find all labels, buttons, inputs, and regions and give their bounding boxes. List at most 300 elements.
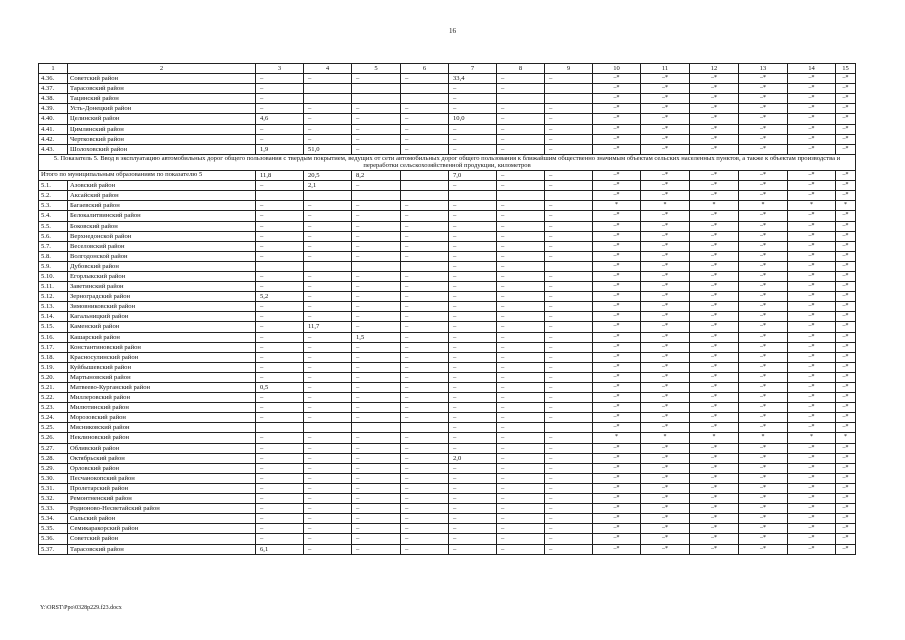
data-table <box>38 63 856 555</box>
row-number: 4.43. <box>39 144 68 154</box>
row-number: 5.15. <box>39 322 68 332</box>
mark-cell: –* <box>788 221 836 231</box>
value-cell: – <box>545 302 593 312</box>
mark-cell: –* <box>641 413 690 423</box>
mark-cell: –* <box>739 372 788 382</box>
mark-cell: –* <box>788 473 836 483</box>
district-name: Волгодонской район <box>68 251 256 261</box>
value-cell: – <box>304 443 352 453</box>
mark-cell: –* <box>641 312 690 322</box>
district-name: Советский район <box>68 534 256 544</box>
mark-cell: –* <box>739 231 788 241</box>
table-row <box>39 453 856 463</box>
mark-cell: –* <box>788 282 836 292</box>
mark-cell: * <box>739 201 788 211</box>
value-cell: – <box>256 271 304 281</box>
mark-cell: –* <box>788 413 836 423</box>
district-name: Орловский район <box>68 463 256 473</box>
row-number: 5.25. <box>39 423 68 433</box>
mark-cell: –* <box>593 114 641 124</box>
mark-cell: –* <box>836 342 856 352</box>
row-number: 5.9. <box>39 261 68 271</box>
mark-cell: –* <box>641 544 690 554</box>
mark-cell: –* <box>788 231 836 241</box>
row-number: 5.31. <box>39 483 68 493</box>
mark-cell: –* <box>690 524 739 534</box>
mark-cell: –* <box>836 181 856 191</box>
value-cell: – <box>449 251 497 261</box>
value-cell <box>497 191 545 201</box>
value-cell: – <box>545 362 593 372</box>
mark-cell: –* <box>739 292 788 302</box>
mark-cell: –* <box>836 94 856 104</box>
value-cell: – <box>352 433 401 443</box>
value-cell: – <box>497 494 545 504</box>
value-cell: – <box>352 383 401 393</box>
value-cell: – <box>304 494 352 504</box>
mark-cell: –* <box>788 94 836 104</box>
mark-cell: –* <box>788 443 836 453</box>
value-cell: – <box>256 322 304 332</box>
mark-cell: * <box>641 433 690 443</box>
table-row <box>39 171 856 181</box>
value-cell: – <box>304 453 352 463</box>
mark-cell: –* <box>788 271 836 281</box>
mark-cell: –* <box>739 271 788 281</box>
value-cell: – <box>497 251 545 261</box>
mark-cell: –* <box>641 393 690 403</box>
value-cell: 11,7 <box>304 322 352 332</box>
mark-cell: –* <box>788 504 836 514</box>
column-header: 1 <box>39 64 68 74</box>
mark-cell: –* <box>836 312 856 322</box>
mark-cell: –* <box>836 282 856 292</box>
value-cell: – <box>545 231 593 241</box>
row-number: 5.33. <box>39 504 68 514</box>
mark-cell: –* <box>690 423 739 433</box>
mark-cell: –* <box>739 211 788 221</box>
mark-cell: –* <box>641 383 690 393</box>
value-cell: 33,4 <box>449 74 497 84</box>
value-cell: – <box>497 332 545 342</box>
value-cell: – <box>401 504 449 514</box>
mark-cell: –* <box>788 544 836 554</box>
mark-cell: –* <box>593 241 641 251</box>
table-row <box>39 352 856 362</box>
value-cell: – <box>545 544 593 554</box>
table-row <box>39 181 856 191</box>
mark-cell: –* <box>739 423 788 433</box>
value-cell <box>545 84 593 94</box>
table-row <box>39 473 856 483</box>
mark-cell: –* <box>641 251 690 261</box>
column-header: 12 <box>690 64 739 74</box>
table-row <box>39 322 856 332</box>
district-name: Чертковский район <box>68 134 256 144</box>
mark-cell: –* <box>641 231 690 241</box>
value-cell: – <box>401 534 449 544</box>
mark-cell: –* <box>690 473 739 483</box>
mark-cell: –* <box>836 443 856 453</box>
value-cell: – <box>256 453 304 463</box>
value-cell: – <box>497 322 545 332</box>
mark-cell: –* <box>739 84 788 94</box>
value-cell <box>545 261 593 271</box>
mark-cell: –* <box>593 134 641 144</box>
mark-cell: –* <box>641 114 690 124</box>
total-label: Итого по муниципальным образованиям по показателю 5 <box>39 171 256 181</box>
value-cell: – <box>449 504 497 514</box>
column-header: 9 <box>545 64 593 74</box>
table-row <box>39 504 856 514</box>
table-row <box>39 332 856 342</box>
value-cell: – <box>449 104 497 114</box>
value-cell: – <box>352 144 401 154</box>
value-cell: – <box>497 393 545 403</box>
district-name: Заветинский район <box>68 282 256 292</box>
row-number: 4.40. <box>39 114 68 124</box>
value-cell: – <box>545 124 593 134</box>
value-cell: – <box>449 134 497 144</box>
district-name: Морозовский район <box>68 413 256 423</box>
mark-cell: –* <box>739 241 788 251</box>
value-cell: – <box>497 372 545 382</box>
mark-cell: –* <box>593 261 641 271</box>
row-number: 4.39. <box>39 104 68 114</box>
mark-cell: –* <box>788 191 836 201</box>
table-row <box>39 221 856 231</box>
value-cell: – <box>449 271 497 281</box>
row-number: 5.29. <box>39 463 68 473</box>
value-cell: – <box>401 524 449 534</box>
value-cell: – <box>352 413 401 423</box>
mark-cell: –* <box>788 514 836 524</box>
value-cell: – <box>304 342 352 352</box>
mark-cell: –* <box>690 302 739 312</box>
value-cell: – <box>545 144 593 154</box>
value-cell: – <box>352 322 401 332</box>
value-cell: – <box>545 494 593 504</box>
mark-cell: –* <box>836 124 856 134</box>
value-cell: – <box>304 504 352 514</box>
value-cell: 20,5 <box>304 171 352 181</box>
mark-cell: –* <box>788 181 836 191</box>
mark-cell: –* <box>836 114 856 124</box>
value-cell: – <box>352 211 401 221</box>
mark-cell: –* <box>836 514 856 524</box>
value-cell: 2,0 <box>449 453 497 463</box>
row-number: 5.16. <box>39 332 68 342</box>
table-row <box>39 312 856 322</box>
mark-cell: –* <box>690 221 739 231</box>
mark-cell: –* <box>593 494 641 504</box>
value-cell: – <box>545 241 593 251</box>
mark-cell: * <box>836 433 856 443</box>
row-number: 5.24. <box>39 413 68 423</box>
value-cell: – <box>256 312 304 322</box>
mark-cell: –* <box>739 453 788 463</box>
value-cell: – <box>256 393 304 403</box>
mark-cell: –* <box>690 494 739 504</box>
district-name: Родионово-Несветайский район <box>68 504 256 514</box>
value-cell: – <box>497 302 545 312</box>
value-cell: – <box>545 483 593 493</box>
mark-cell: –* <box>836 271 856 281</box>
mark-cell: –* <box>739 443 788 453</box>
value-cell: – <box>401 124 449 134</box>
value-cell: – <box>256 483 304 493</box>
mark-cell: –* <box>690 352 739 362</box>
table-row <box>39 433 856 443</box>
mark-cell: –* <box>690 372 739 382</box>
mark-cell: –* <box>641 134 690 144</box>
mark-cell: –* <box>593 362 641 372</box>
mark-cell: –* <box>836 463 856 473</box>
mark-cell: * <box>593 201 641 211</box>
row-number: 5.17. <box>39 342 68 352</box>
mark-cell: –* <box>739 463 788 473</box>
mark-cell: –* <box>593 171 641 181</box>
section-title-row <box>39 154 856 170</box>
value-cell: – <box>304 383 352 393</box>
section-title: 5. Показатель 5. Ввод в эксплуатацию автомобильных дорог общего пользования с твердым покрытием, ведущих от сети автомобильных дорог общего пользования к ближайшим общественно значимым объектам сельских населенных пунктов, а также к объектам производства и переработки сельскохозяйственной продукции, километров <box>39 154 856 170</box>
value-cell: – <box>449 423 497 433</box>
mark-cell: –* <box>836 362 856 372</box>
value-cell: – <box>352 393 401 403</box>
value-cell: – <box>545 372 593 382</box>
value-cell: – <box>304 292 352 302</box>
mark-cell: –* <box>690 271 739 281</box>
value-cell: – <box>449 403 497 413</box>
value-cell: – <box>497 443 545 453</box>
value-cell: – <box>449 241 497 251</box>
value-cell: – <box>352 231 401 241</box>
table-row <box>39 114 856 124</box>
value-cell: – <box>497 504 545 514</box>
mark-cell: –* <box>788 534 836 544</box>
row-number: 5.8. <box>39 251 68 261</box>
value-cell <box>401 191 449 201</box>
mark-cell: –* <box>788 463 836 473</box>
value-cell: – <box>545 383 593 393</box>
value-cell: – <box>401 372 449 382</box>
district-name: Верхнедонской район <box>68 231 256 241</box>
mark-cell: –* <box>739 362 788 372</box>
value-cell: – <box>352 453 401 463</box>
value-cell <box>256 423 304 433</box>
value-cell: – <box>401 494 449 504</box>
value-cell: – <box>401 251 449 261</box>
value-cell: – <box>256 403 304 413</box>
value-cell: 11,8 <box>256 171 304 181</box>
value-cell: – <box>304 282 352 292</box>
mark-cell: –* <box>593 483 641 493</box>
table-row <box>39 342 856 352</box>
mark-cell: –* <box>593 292 641 302</box>
mark-cell: –* <box>593 423 641 433</box>
mark-cell: –* <box>593 312 641 322</box>
mark-cell: –* <box>788 251 836 261</box>
value-cell: – <box>545 211 593 221</box>
value-cell: – <box>401 342 449 352</box>
mark-cell: –* <box>788 144 836 154</box>
mark-cell: –* <box>641 524 690 534</box>
table-row <box>39 494 856 504</box>
value-cell: – <box>352 201 401 211</box>
table-row <box>39 443 856 453</box>
table-row <box>39 251 856 261</box>
value-cell <box>352 423 401 433</box>
value-cell: 6,1 <box>256 544 304 554</box>
footer-file-path: Y:\ORST\Ppo\0328p229.f23.docx <box>40 605 122 611</box>
district-name: Обливский район <box>68 443 256 453</box>
mark-cell: –* <box>641 282 690 292</box>
mark-cell: –* <box>788 84 836 94</box>
table-row <box>39 372 856 382</box>
value-cell: – <box>449 181 497 191</box>
mark-cell: –* <box>641 171 690 181</box>
value-cell: – <box>545 473 593 483</box>
mark-cell: –* <box>788 104 836 114</box>
mark-cell: –* <box>641 261 690 271</box>
row-number: 5.21. <box>39 383 68 393</box>
value-cell: – <box>304 473 352 483</box>
value-cell: – <box>497 241 545 251</box>
value-cell: – <box>304 201 352 211</box>
value-cell: – <box>304 544 352 554</box>
value-cell <box>304 94 352 104</box>
value-cell: – <box>304 463 352 473</box>
value-cell: – <box>401 463 449 473</box>
mark-cell: –* <box>788 302 836 312</box>
row-number: 5.27. <box>39 443 68 453</box>
value-cell: – <box>401 114 449 124</box>
value-cell <box>497 94 545 104</box>
mark-cell: –* <box>788 211 836 221</box>
value-cell: – <box>304 332 352 342</box>
row-number: 5.2. <box>39 191 68 201</box>
value-cell: – <box>401 413 449 423</box>
mark-cell: –* <box>690 403 739 413</box>
value-cell: – <box>545 403 593 413</box>
value-cell: 10,0 <box>449 114 497 124</box>
value-cell: – <box>304 433 352 443</box>
mark-cell: –* <box>739 94 788 104</box>
row-number: 4.36. <box>39 74 68 84</box>
mark-cell: –* <box>690 534 739 544</box>
table-row <box>39 134 856 144</box>
value-cell: – <box>352 241 401 251</box>
value-cell: – <box>352 124 401 134</box>
value-cell: – <box>449 352 497 362</box>
value-cell: – <box>401 211 449 221</box>
mark-cell: –* <box>788 393 836 403</box>
mark-cell: –* <box>593 144 641 154</box>
mark-cell: –* <box>788 332 836 342</box>
mark-cell: –* <box>690 241 739 251</box>
value-cell: – <box>352 372 401 382</box>
district-name: Пролетарский район <box>68 483 256 493</box>
value-cell <box>256 191 304 201</box>
mark-cell: –* <box>690 251 739 261</box>
page-number: 16 <box>449 27 456 35</box>
value-cell: – <box>449 494 497 504</box>
value-cell: – <box>352 221 401 231</box>
table-row <box>39 231 856 241</box>
value-cell <box>401 261 449 271</box>
mark-cell: –* <box>641 483 690 493</box>
mark-cell: –* <box>739 332 788 342</box>
value-cell: – <box>545 332 593 342</box>
value-cell: – <box>449 282 497 292</box>
district-name: Тацинский район <box>68 94 256 104</box>
mark-cell: –* <box>690 171 739 181</box>
district-name: Куйбышевский район <box>68 362 256 372</box>
table-row <box>39 383 856 393</box>
mark-cell: –* <box>690 453 739 463</box>
value-cell: – <box>401 282 449 292</box>
mark-cell: –* <box>641 124 690 134</box>
value-cell: – <box>545 352 593 362</box>
value-cell: – <box>545 534 593 544</box>
value-cell: – <box>304 241 352 251</box>
value-cell: – <box>449 544 497 554</box>
mark-cell: –* <box>641 453 690 463</box>
mark-cell: –* <box>690 211 739 221</box>
table-row <box>39 211 856 221</box>
value-cell: – <box>401 393 449 403</box>
mark-cell: –* <box>593 74 641 84</box>
mark-cell: –* <box>836 74 856 84</box>
mark-cell: –* <box>690 282 739 292</box>
mark-cell: –* <box>836 483 856 493</box>
district-name: Красносулинский район <box>68 352 256 362</box>
district-name: Усть-Донецкий район <box>68 104 256 114</box>
mark-cell: –* <box>690 312 739 322</box>
mark-cell: –* <box>641 342 690 352</box>
value-cell: – <box>304 74 352 84</box>
mark-cell: * <box>690 433 739 443</box>
mark-cell: –* <box>788 124 836 134</box>
value-cell: – <box>401 443 449 453</box>
value-cell: – <box>401 473 449 483</box>
mark-cell: –* <box>690 191 739 201</box>
mark-cell: –* <box>690 104 739 114</box>
value-cell: – <box>401 104 449 114</box>
mark-cell: –* <box>788 352 836 362</box>
mark-cell: –* <box>836 403 856 413</box>
value-cell: – <box>401 544 449 554</box>
table-row <box>39 124 856 134</box>
value-cell: – <box>545 271 593 281</box>
value-cell <box>545 191 593 201</box>
mark-cell: –* <box>836 534 856 544</box>
value-cell: – <box>497 282 545 292</box>
row-number: 4.42. <box>39 134 68 144</box>
mark-cell: –* <box>836 231 856 241</box>
mark-cell: –* <box>788 483 836 493</box>
value-cell: – <box>545 514 593 524</box>
value-cell: – <box>352 181 401 191</box>
value-cell: – <box>497 221 545 231</box>
mark-cell: –* <box>593 124 641 134</box>
mark-cell: –* <box>739 124 788 134</box>
value-cell: – <box>497 544 545 554</box>
mark-cell: –* <box>788 372 836 382</box>
value-cell: – <box>497 463 545 473</box>
value-cell: – <box>256 104 304 114</box>
value-cell <box>304 423 352 433</box>
